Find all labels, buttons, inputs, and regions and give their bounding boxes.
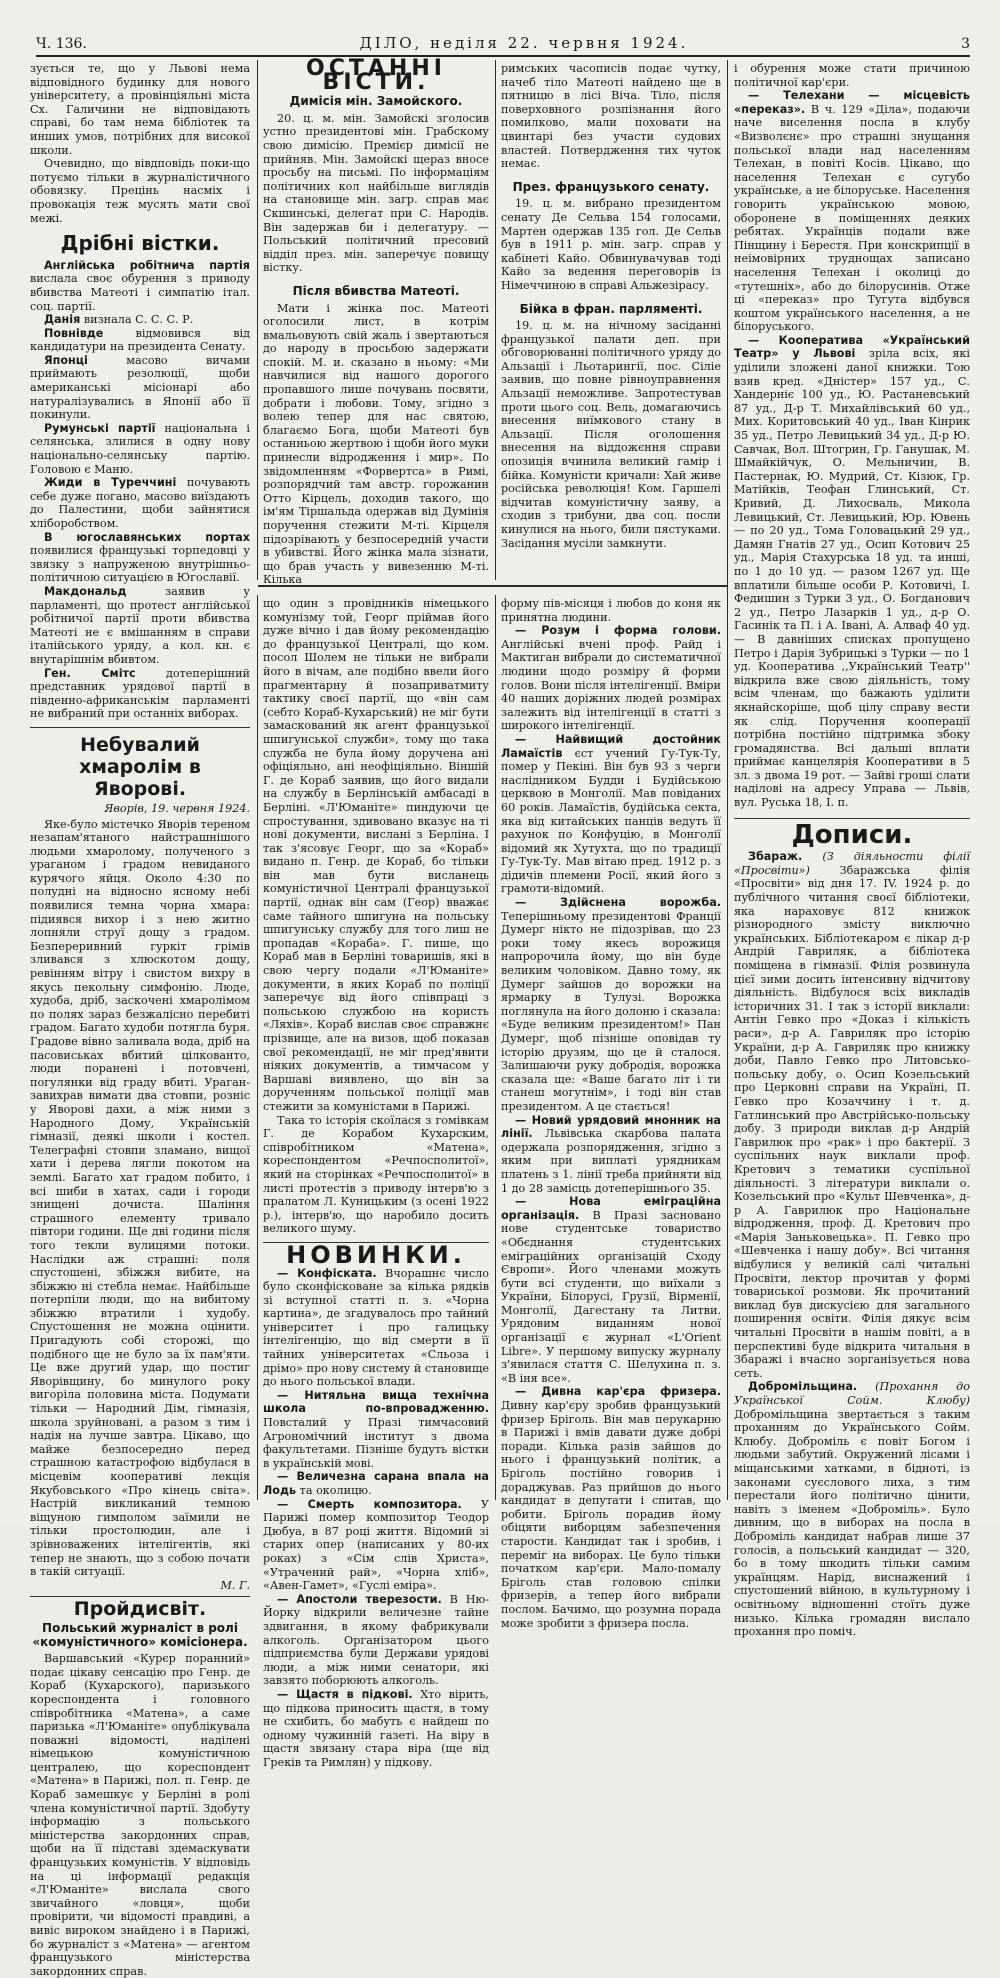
news-text: В Празі засновано нове студентське товариство «Обєднання студентських еміграційних організацій Сходу Європи». Його членами можуть бути всі студенти, що виїхали з України, Білорусі, Грузії, Вірменії, Монголії, Дагестану та Литви. Урядовим виданням нової організації є журнал «L'Orient Libre». У першому випуску журналу з'явилася стаття С. Шелухина п. з. «В іня все». xyxy=(501,1208,721,1385)
column-divider xyxy=(495,595,496,1500)
news-label: — Здійснена ворожба. xyxy=(515,896,721,910)
article-matteoti: Мати і жінка пос. Матеоті оголосили лист, в котрім вмальовують свій жаль і звертаються до народу в просьбою задержати спокій. М. и. сказано в ньому: «Ми навчилися від нашого дорогого пропавшого лише почувань посвяти, добрати і любови. Тому, згідно з волею тепер для нас святою, благаємо Бога, щоби Матеоті був останньою жертвою і щоби його муки принесли відродження і мир». По звідомленням «Форвертса» в Римі, розпорядчий там австр. горожанин Отто Кірцель, доходив такого, що ім'ям Тіршальда одержав від Думінія поручення стежити М-ті. Кірцеля підозрівають у безпосередній участи в убивстві. Його жінка мала зізнати, що брав участь у вивезенню М-ті. Кілька xyxy=(263,301,489,587)
continued-article-end: Очевидно, що вівдповідь поки-що потуємо тільки в журналістичного обовязку. Прецінь насміх і провокація теж мусять мати свої межі. xyxy=(30,157,250,225)
news-label: Румунські партії xyxy=(44,421,156,435)
news-label: — Смерть композитора. xyxy=(277,1497,462,1511)
continued-article: і обурення може стати причиною політичної кар'єри. xyxy=(734,62,970,89)
page-number: 3 xyxy=(961,36,970,52)
article-proidysvit: Варшавський «Курєр поранний» подає цікаву сенсацію про Генр. де Кораб (Кухарского), паризького кореспондента і головного співробітника «Матена», а саме паризька «Л'Юманіте» опублікувала поважні відомості, наділені німецькою комуністичною централею, що кореспондент «Матена» в Парижі, пол. п. Генр. де Кораб замешкує у Берліні в ролі члена комуністичної партії. Здобуту інформацію з польського міністерства закордонних справ, щоби на її підставі здемаскувати французьких комуністів. У відповідь на ці інформації редакція «Л'Юманіте» вислала свого звичайного «ловця», щоби провірити, чи відомості правдиві, а вивіс вироком знайдено і в Парижі, бо журналіст з «Матена» — агентом французького міністерства закордонних справ. xyxy=(30,1652,250,1978)
article-senat: 19. ц. м. вибрано президентом сенату Де Сельва 154 голосами, Мартен одержав 135 гол. Де Сельв був в 1911 р. мін. загр. справ у кабінеті Кайо. Обвинувачував тоді Кайо за ведення переговорів із Німеччиною в справі Альжезірасу. xyxy=(501,197,721,292)
heading-ostanni-visty: ОСТАННІ ВІСТИ. xyxy=(306,56,446,95)
news-text: появилися французькі торпедовці у звязку з напруженою внутрішньо-політичною ситуацією в Югославії. xyxy=(30,544,250,585)
subheading-senat: През. французького сенату. xyxy=(512,179,710,194)
heading-proidysvit: Пройдисвіт. xyxy=(73,1598,207,1621)
news-text: визнала С. С. С. Р. xyxy=(83,313,194,327)
continued-proidysvit: що один з провідників нiмецького комунізму той, Георг пріймав його дуже вічно і дав йому рекомендацію до французької Централі, що ком. посол Шолем не тільки не вибрали його в вічам, але подібно ввели його прагментарну й позаприватмиту тактику своєї партії, що «він сам (себто Кораб-Кухарський) не міг бути замаскований як агент французької шпигунської служби», тому що така служба не була йому доручена ані офіціяльно, ані неофіціяльно. Віншій Г. де Кораб заявив, що його видали на службу в Берлінській амбасаді в Берліні. «Л'Юманіте» пиндуючи це спростування, здивовано вказує на ті нові документи, вислані з Берліна. І так з'ясовує Георг, що за «Кораб» видано п. Генр. де Кораб, бо тільки він мав бути висланець комуністичної Централі французької партії, однак він сам (Геор) вважає саме тайного шпигуна на польську шпигунську службу для того лиш не пропадав «Кораба». Г. пише, що Кораб мав в Берліні товаришів, які в свою чергу подали «Л'Юманіте» документи, в яких Кораб по поліції заперечує від його співпраці з польською службою на користь «Ляхів». Кораб вислав своє справжнє прізвище, але на визов, щоб показав свої рекомендації, не міг пред'явити ніяких документів, а тимчасом у Варшаві виявлено, що він за дорученням польської поліції мав стежити за комуністами в Парижі. xyxy=(263,597,489,1113)
news-text: дотеперішний представник урядової партії в південно-африканськім парламенті не вибраний при останніх виборах. xyxy=(30,666,250,721)
news-label: — Новий урядовий мнонник на лінії. xyxy=(501,1113,721,1141)
news-text: вислала своє обурення з приводу вбивства Матеоті і симпатію італ. соц. партії. xyxy=(30,272,250,313)
column-3-top xyxy=(501,62,721,582)
column-divider xyxy=(257,595,258,1500)
subheading-dymisia: Димісія мін. Замойского. xyxy=(289,94,463,109)
news-text: заявив у парламенті, що протест англійської робітничої партії проти вбивства Матеоті не є вмішанням в справи італійського уряду, а кол. кн. є внутарішнім вбивтом. xyxy=(30,584,250,666)
subheading-matteoti: Після вбивства Матеоті. xyxy=(292,283,460,298)
column-2-bottom xyxy=(263,597,489,1769)
subheading-biyka: Бійка в фран. парляменті. xyxy=(519,301,703,316)
news-label: Данія xyxy=(44,313,81,327)
continued-proidysvit-end: Така то історія скоїлася з гомівкам Г. де Корабом Кухарским, співробітником «Матена», кореспондентом «Речпосполитої», який на сторінках «Речпосполитої» в листі протестів з приводу інтерв'ю з пралатом Л. Куницьким (з осені 1922 р.), інтерв'ю, що наробило досить великого шуму. xyxy=(263,1113,489,1236)
news-subtitle: (З діяльности філії «Просвіти») xyxy=(734,850,970,877)
news-label: — Нитяльна вища технічна школа по-впровадженню. xyxy=(263,1388,489,1416)
heading-dopysy: Дописи. xyxy=(791,819,913,850)
news-text: відмовився від кандидатури на президента Сенату. xyxy=(30,326,250,354)
news-label: — Дивна кар'єра фризера. xyxy=(515,1385,721,1399)
subheading-proidysvit: Польський журналіст в ролі «комуністичного» комісіонера. xyxy=(32,1620,248,1649)
page-header xyxy=(36,24,970,57)
section-heading-dribni: Дрібні вістки. xyxy=(60,231,220,256)
news-text: Теперішньому президентові Франції Думерг нікто не підозрівав, що 23 роки тому якесь ворожиця напророчила йому, що він буде великим чоловіком. Давно тому, як Думерг зайшов до ворожки на ярмарку в Тулузі. Ворожка поглянула на його долоню і сказала: «Буде великим президентом!» Пан Думерг, щоб пізніше оповідав ту історію друзям, що це й сталося. Залишаючи руку добродія, ворожка сказала ще: «Ваше багато літ і ти станеш могутнім», і тоді він став президентом. А це стається! xyxy=(501,909,721,1113)
article-khmarolom: Яке-було містечко Яворів тереном незапам'ятаного найстрашнішого людьми хмаролому, полученого з ураганом і градом невиданого курячого яйця. Около 4:30 по полудні на відносно ясному небі появилися темна чорна хмара: підиявся вихор і з нею житно лопняли струї дощу з градом. Безпереривний гуркіт грімів зливався з хлюскотом дощу, ревінням вітру і свистом вихру в якусь пекольну симфонію. Люде, худоба, дріб, заскочені хмаролімом по полях зараз безжалісно перебиті градом. Багато худоби потягла буря. Градове вівно заливала вода, дріб на пасовиськах вбитий цілкованто, люди поранені і потовчені, погулянки від граду вбиті. Ураган-завихрав вимати два стовпи, розніс у Яворові дахи, а між ними з Народного Дому, Українській гімназії, деякі школи і костел. Телеграфні стовпи зламано, вищої хати і дерева лягли покотом на землі. Багато хат градом побито, і всі шиби в хатах, сади і городи знищені дочиста. Шаління страшного елементу тривало півтори години. Ще дві години після того текли вулицями потоки. Наслідки аж страшні: поля спустошені, збіжжя вибите, на збіжжю ні стебла немає. Найбільше потерпіли люди, що на вибитому збіжжю втратили і худобу. Спустошення не можна оцінити. Пригадують собі сторожі, що подібного ще не було за їх пам'яти. Це вже другий удар, що постиг Яворівщину, бо минулого року вигоріла половина міста. Подумати тільки — Народний Дім, гімназія, школа зруйновані, а разом з тим і надія на лучше завтра. Цікаво, що майже безпосередно перед страшною катастрофою відбулася в місцевім кооперативі лекція Якубовського «Про кінець світа». Настрій викликаний темною віщуною гимполом заїмили не тільки простолюдин, але і зрівноважених інтелігентів, які тепер не знають, що з собою почати в такій ситуації. xyxy=(30,817,250,1579)
news-text: національна і селянська, злилися в одну нову національно-селянську партію. Головою є Маню. xyxy=(30,421,250,476)
masthead: ДІЛО, неділя 22. червня 1924. xyxy=(359,34,689,52)
news-label: Англійська робітнича партія xyxy=(44,258,250,272)
column-2-top xyxy=(263,56,489,587)
news-text: масово вичами приймають резолюції, щоби американські місіонарі або натуралізувались в Японії або її покинули. xyxy=(30,353,250,422)
news-subtitle: (Прохання до Української Сойм. Клюбу) xyxy=(734,1380,971,1407)
news-label: Макдональд xyxy=(44,584,127,598)
column-3-bottom xyxy=(501,597,721,1630)
article-biyka: 19. ц. м. на нічному засіданні французької палати деп. при обговорюванні політичного уряду до Альзації і Льотарингії, пос. Сіліе заявив, що повне рівноуправнення Альзації неможливе. Запротестував проти цього соц. Вель, домагаючись внесення виїмкового стану в Альзації. Після оголошення внесення на віддожєння справи опозиція вчинила великий гамір і бійка. Комуністи кричали: Хай живе російська революція! Ком. Гаршелі відчитав комуністичну заяву, а сходив з трибуни, два соц. посли кинулися на нього, били пястуками. Засідання мусіли замкнути. xyxy=(501,319,721,550)
news-text: Львівська скарбова палата одержала розпорядження, згідно з яким при виплаті урядникам платень з 1. лінії треба прийняти від 1 до 28 замісць дотеперішнього 35. xyxy=(501,1127,721,1195)
continued-matteoti: римських часописів подає чутку, начеб тіло Матеоті найдено ще в пятницю в лісі Віча. Тіло, після поверховного розпізнання його помилково, мали поховати на цвинтарі без участи судових властей. Потвердження тих чуток немає. xyxy=(501,62,721,171)
news-label: Ген. Смітс xyxy=(44,666,136,680)
news-label: Японці xyxy=(44,353,88,367)
signature: М. Г. xyxy=(220,1578,250,1592)
news-label: — Найвищий достойник Ламаїстів xyxy=(501,732,721,760)
news-label: В югославянських портах xyxy=(44,530,250,544)
heading-khmarolom: Небувалий хмаролім в Яворові. xyxy=(79,733,201,800)
news-text: У Парижі помер композитор Теодор Дюбуа, в 87 році життя. Відомий зі старих опер (написаних у 80-их роках) з «Сім слів Христа», «Утрачений рай», «Чорна хліб», «Авен-Гамет», «Гуслі еміра». xyxy=(263,1497,489,1593)
news-text: Дивну кар'єру зробив французький фризер Бріголь. Він мав перукарню в Парижі і вмів давати дуже добрі поради. Кілька разів зайшов до нього і французький політик, а Бріголь постійно говорив і дораджував. Раз прийшов до нього кандидат в депутати і спитав, що робити. Бріголь порадив йому обіцяти виборцям забезпечення старости. Кандидат так і зробив, і переміг на виборах. Це було тільки початком кар'єри. Мало-помалу Бріголь став головою спілки фризерів, а тепер його вибрали послом. Бачимо, що розумна порада може зробити з фризера посла. xyxy=(501,1399,721,1630)
news-text: зріла всіх, які уділили зложені даної книжки. Тою взяв кред. «Дністер» 157 уд., С. Хандерніє 100 уд., Ю. Растаневський 87 уд., Д-р Т. Михайлівський 60 уд., Мих. Коритовський 40 уд., Іван Кінрик 35 уд., Петро Левицький 34 уд., Д-р Ю. Савчак, Вол. Штогрин, Гр. Ганушак, М. Шмайкійчук, О. Мельничин, В. Пастернак, Ю. Мудрий, Ст. Кізюк, Гр. Матійків, Теофан Глинський, Ст. Кривий, Д. Лихосваль, Микола Левицький, Ст. Левицький, Юр. Ювень — по 20 уд., Тома Головацький 29 уд., Дамян Гнатів 27 уд., Осип Котович 25 уд., Марія Стахурська 18 уд. та инші, по 1 до 10 уд. — разом 1267 уд. Ще вплатили більше особи Р. Котовичі, І. Федишин з Турки 3 уд., О. Богданович 2 уд., Петро Лазарків 1 уд., д-р О. Гасинік та П. і А. Івані, А. Алваф 40 уд. — В давніших списках пропущено Петро і Дарія Зубрицькі з Турки — по 1 уд. Кооператива ,,Український Театр'' відкрила вже свою діяльність, тому всім членам, що бажають уділити якнайскоріше, щоб цілу справу вести як слід. Поручення кооперації потрібна постійно підтримка збоку громадянства. Всі дальші вплати приймає канцелярія Кооперативи в 5 зл. з двома 19 рот. — Зайві гроші слати наділові на адресу Управа — Львів, вул. Руська 18, І. п. xyxy=(734,347,971,810)
heading-novynky: НОВИНКИ. xyxy=(286,1240,466,1269)
news-label: — Нова еміграційна організація. xyxy=(501,1195,721,1222)
column-4 xyxy=(734,62,971,1639)
divider xyxy=(30,1596,250,1597)
news-text: Повсталий у Празі тимчасовий Агрономічний інститут з двома факультетами. Пізніше будуть вістки в українській мові. xyxy=(263,1416,489,1470)
news-label: Збараж. xyxy=(748,850,803,864)
news-label: Повнівде xyxy=(44,326,104,340)
continued-podkova: форму пів-місяця і любов до коня як принятна людини. xyxy=(501,597,721,624)
news-label: — Розум і форма голови. xyxy=(515,624,721,638)
news-label: — Кооператива «Український Театр» у Львові xyxy=(734,333,970,361)
news-label: — Апостоли тверезости. xyxy=(277,1592,442,1606)
news-text: Збаражська філія «Просвіти» від дня 17. IV. 1924 р. до публічного читання своєї бібліотеки, яка нараховує 812 книжок різнородного змісту виключно українських. Бібліотекаром є лікар д-р Андрій Гавриляк, а бібліотека поміщена в гімназії. Філія розвинула цієї зими досить інтенсивну відчитову діяльність. Відбулося всіх викладів історичних 31. І так з історії виклали: Антін Гевко про «Доказ і кількість раси», д-р А. Гавриляк про історію України, д-р А. Гавриляк про книжку доби, Павло Гевко про Литовсько-польську добу, о. Осип Козельський про Церковні справи на Україні, П. Гевко про Козаччину і т. д. Гатлинський про Австрійсько-польську добу. З природи виклав д-р Андрій Гаврилюк про «рак» і про бактерії. З суспільних наук виклали проф. Кретович з тематики суспільної діяльності. З літератури виклали о. Козельський про «Культ Шевченка», д-р А. Гаврилюк про Національне відродження, проф. Д. Кретович про «Марія Заньковецька». П. Гевко про «Шевченка і нашу добу». Всі читання відбулися у великій салі читальні Просвіти, лектор прочитав у формі товариської розмови. Як прочитаний виклад був дискусією для загального поширення освіти. Філія дякує всім читальні Просвіти в нашім повіті, а в перспективі буде відкрита читальня в Збаражі і вчасно зорганізується нова сеть. xyxy=(734,863,971,1380)
news-text: та околицю. xyxy=(299,1484,372,1497)
divider xyxy=(30,727,250,728)
news-text: Англійські вчені проф. Райд і Мактиган вибрали до систематичної людини щодо розміру й форми голов. Вони після інтелігенції. Вміри 40 наших доріжних людей розмірах залежить від інтелігенції в статті з широкого інтелігенції. xyxy=(501,637,721,733)
dateline: Яворів, 19. червня 1924. xyxy=(104,801,250,815)
continued-article: зується те, що у Львові нема відповідного будинку для нового університету, а провінціяльні міста Сх. Галичини не відповідають справі, бо там нема бібліотек та инших умов, потрібних для високої школи. xyxy=(30,62,250,157)
news-label: — Конфіската. xyxy=(277,1266,377,1280)
news-text: Хто вірить, що підкова приносить щастя, в тому не схибить, бо мабуть є найдеш по одному чужинній газеті. На віру в щастя звязану стара віра (ще від Греків та Римлян) у підкову. xyxy=(263,1687,489,1769)
news-label: — Телехани — місцевість «переказ». xyxy=(734,89,970,116)
news-text: Добромільщина звертається з таким проханням до Українського Сойм. Клюбу. Доброміль є повіт Богом і людьми забутий. Окружений лісами і міщанськими хатками, в бідноті, із законами суєслового лиха, з тим перестали його політично цінити, навіть з іменем «Доброміль». Було дивним, що в виборах на посла в Доброміль кандидат набрав лише 37 голосів, а польський кандидат — 320, бо в тому шкодить тільки самим українцям. Нарід, виснажений і спустошений війною, в культурному і освітньому відношенні стоїть дуже низько. Кілька громадян вислало прохання про поміч. xyxy=(734,1407,970,1639)
article-dymisia: 20. ц. м. мін. Замойскі зголосив устно президентові мін. Грабскому свою димісію. Премієр димісії не прийняв. Мін. Замойскі щераз вносе просьбу на письмі. По інформаціям політичних кол найбільше виглядів на становище мін. загр. справ має Скшинські, делегат при С. Народів. Він задержав би і делегатуру. — Польський політичний пресовий відділ през. мін. заперечує повищу вістку. xyxy=(263,111,489,275)
news-text: В Ню-Йорку відкрили величезне тайне здвигання, в якому фабрикували алкоголь. Організатором цього підприємства були Держави урядові люди, а між ними сенатори, які завзято поборюють алкоголь. xyxy=(263,1592,489,1688)
news-label: Жиди в Туреччині xyxy=(44,476,177,490)
news-label: — Величезна сарана впала на Лодь xyxy=(263,1470,489,1497)
news-text: почувають себе дуже погано, масово виїздають до Палестини, щоби зайнятися хліборобством. xyxy=(30,476,251,530)
column-divider xyxy=(495,60,496,580)
news-text: єст учений Гу-Тук-Ту, помер у Пекіні. Він був 93 з черги наслідником Будди і Будійською церквою в Монголії. Мав повіданих 60 років. Ламаїстів, будійська секта, яка від китайських панців ведуть її рахунок по Конфуцію, в Монголії відомий як Хутухта, що по традиції Гу-Тук-Ту. Мав вітаю пред. 1912 р. з дідичів племени Росії, який його з грамоти-відомий. xyxy=(501,746,721,896)
column-divider xyxy=(257,60,258,580)
news-text: Вчорашнє число було сконфісковане за кілька рядків зі вступної статті п. з. «Чорна картина», де згадувалось про тайний університет і про галицьку інтелігенцію, що від смерти в її тайних університетах «Сльоза і дрімо» про нову систему й становище до нього польської влади. xyxy=(263,1266,489,1389)
news-label: — Щастя в підкові. xyxy=(277,1687,413,1701)
column-divider xyxy=(727,60,728,1500)
news-text: В ч. 129 «Діла», подаючи наче виселення посла в клубу «Визволєнє» про страшні знущання польської влади над населенням Телехан, в повіті Косів. Цікаво, що населення Телехан є сугубо українське, а не білоруське. Населення говорить українською мовою, оборонене в поміщеннях деяких ребятах. Українців подали вже Пінщину і Берестя. При конскрипції в неімовірних труднощах записано населення Телехан і околиці до «тутешніх», або до білорусинів. Отже ці «переказ» про Тугута відбувся коштом українського населення, а не білоруського. xyxy=(734,102,970,334)
column-1 xyxy=(30,62,251,1978)
divider xyxy=(734,818,970,819)
issue-number: Ч. 136. xyxy=(36,36,87,52)
news-label: Добромільщина. xyxy=(748,1380,858,1394)
